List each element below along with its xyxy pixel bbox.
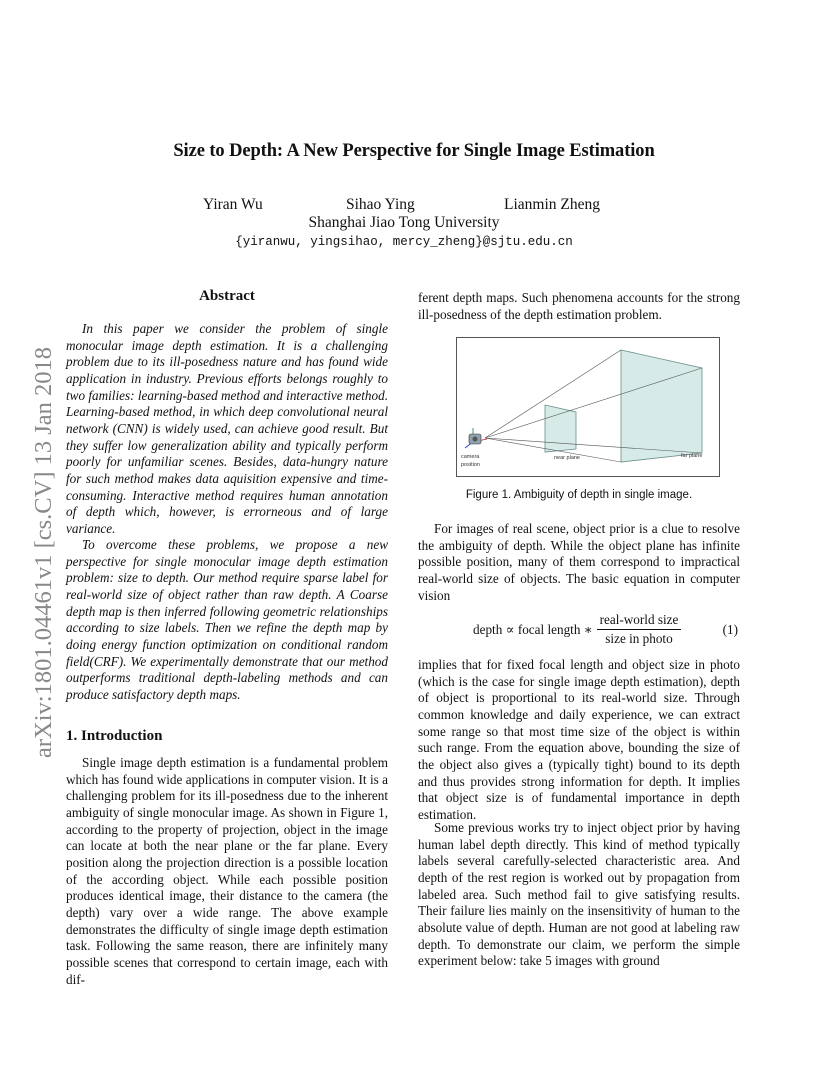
- body-paragraph: Single image depth estimation is a fundamental problem which has found wide applications in computer vision. It is a challenging problem for its ill-posedness due to the inherent ambiguity of single monocular image. As shown in Figure 1, according to the property of projection, object in the image can locate at both the near plane or the far plane. Every position along the projection direction is a possible location of the according object. While each possible position produces identical image, their distance to the camera (the depth) vary over a wide range. The above example demonstrates the difficulty of single image depth estimation task. Following the same reason, there are infinitely many possible scenes that correspond to certain image, each with dif-: [66, 755, 388, 987]
- arxiv-id-text: arXiv:1801.04461v1 [cs.CV] 13 Jan 2018: [30, 346, 57, 758]
- author-name: Yiran Wu: [203, 196, 263, 213]
- abstract-paragraph: In this paper we consider the problem of single monocular image depth estimation. It is a challenging problem due to its ill-posedness nature and has found wide application in industry. Previous efforts belongs roughly to two families: learning-based method and interactive method. Learning-based method, in which deep convolutional neural network (CNN) is widely used, can achieve good result. But they suffer low generalization ability and typically perform poorly for unfamiliar scenes. Besides, data-hungry nature for such method makes data aquisition expensive and time-consuming. Interactive method requires human annotation of depth which, however, is errorneous and of large variance.: [66, 321, 388, 536]
- arxiv-identifier: [20, 290, 60, 760]
- far-plane-shape: [621, 350, 702, 462]
- abstract-paragraph: To overcome these problems, we propose a new perspective for single monocular image depth estimation problem: size to depth. Our method require sparse label for real-world size of object rather than raw depth. A Coarse depth map is then inferred following geometric relationships according to size labels. Then we refine the depth map by doing energy function optimization on conditional random field(CRF). We experimentally demonstrate that our method outperforms traditional depth-labeling methods and can produce satisfactory depth maps.: [66, 537, 388, 702]
- abstract-heading: Abstract: [199, 288, 255, 304]
- body-paragraph: ferent depth maps. Such phenomena accounts for the strong ill-posedness of the depth estimation problem.: [418, 290, 740, 322]
- author-name: Lianmin Zheng: [504, 196, 600, 213]
- author-name: Sihao Ying: [346, 196, 415, 213]
- body-paragraph: Some previous works try to inject object prior by having human label depth directly. This kind of method typically labels several carefully-selected characteristic area. And depth of the rest region is worked out by propagation from labeled area. Such method fail to give satisfying results. Their failure lies mainly on the insensitivity of human to the absolute value of depth. Human are not good at labeling raw depth. To demonstrate our claim, we perform the simple experiment below: take 5 images with ground: [418, 820, 740, 969]
- equation-number: (1): [722, 622, 738, 637]
- figure-caption: Figure 1. Ambiguity of depth in single image.: [465, 489, 693, 501]
- equation-1: [418, 612, 740, 650]
- affiliation: Shanghai Jiao Tong University: [308, 214, 500, 231]
- author-emails: {yiranwu, yingsihao, mercy_zheng}@sjtu.edu.cn: [235, 235, 573, 249]
- equation-fraction: [597, 612, 681, 647]
- camera-icon: [465, 428, 487, 448]
- position-label: position: [461, 462, 480, 468]
- body-paragraph: For images of real scene, object prior is a clue to resolve the ambiguity of depth. While the object plane has infinite possible position, many of them correspond to impractical real-world size of objects. The basic equation in computer vision: [418, 521, 740, 603]
- far-plane-label: far plane: [681, 453, 703, 459]
- near-plane-label: near plane: [554, 455, 580, 461]
- near-plane-shape: [545, 405, 576, 452]
- equation-numerator: real-world size: [597, 612, 681, 630]
- camera-label: camera: [461, 454, 480, 460]
- section-heading: 1. Introduction: [66, 728, 163, 744]
- paper-title: Size to Depth: A New Perspective for Single Image Estimation: [173, 141, 655, 161]
- equation-denominator: size in photo: [605, 631, 673, 646]
- figure-depth-ambiguity: [456, 337, 720, 477]
- equation-lhs: depth ∝ focal length ∗: [473, 622, 593, 637]
- body-paragraph: implies that for fixed focal length and object size in photo (which is the case for single image depth estimation), depth of object is proportional to its real-world size. Through common knowledge and daily experience, we can extract some range so that most time size of the object is within such range. From the equation above, bounding the size of the object also gives a (typically tight) bound to its depth and thus provides strong information for depth. It implies that object size is of fundamental importance in depth estimation.: [418, 657, 740, 822]
